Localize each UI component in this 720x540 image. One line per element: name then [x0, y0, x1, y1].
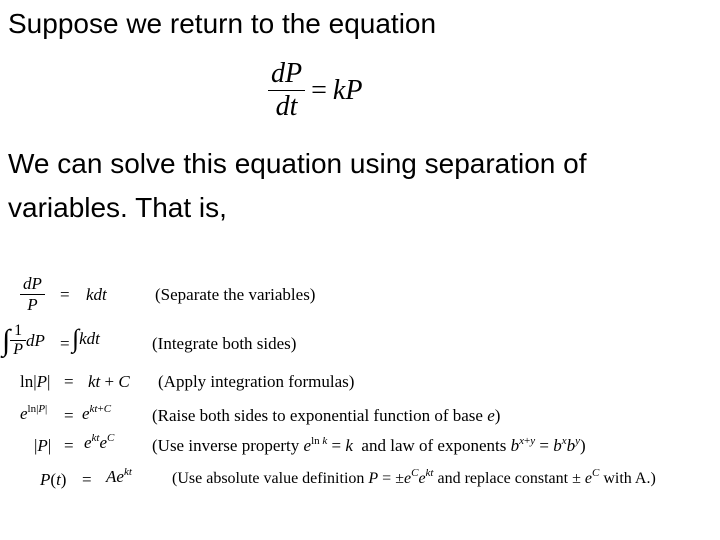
step-5-note-close: ) [579, 436, 586, 455]
step-5-lhs: |P| [34, 436, 52, 455]
step-1-rhs: kdt [86, 285, 107, 304]
main-equation-denominator: dt [275, 91, 298, 122]
step-3-equals: = [64, 372, 74, 391]
step-6-rhs: $Ae^{kt}$ [106, 466, 132, 486]
step-4-note-base: e [487, 406, 495, 425]
step-4-note-text: (Raise both sides to exponential function of base [152, 406, 488, 425]
intro-text: Suppose we return to the equation [8, 8, 437, 39]
main-equation [268, 58, 362, 123]
step-3-rhs: kt + C [88, 372, 130, 391]
step-6-note-with: with [603, 470, 632, 487]
main-equation-numerator: dP [271, 58, 303, 89]
paragraph-line-2: variables. That is, [8, 192, 227, 223]
step-6-note-replace: and replace constant [437, 470, 569, 487]
step-6-lhs: P(t) [40, 470, 67, 489]
main-equation-equals: = [311, 74, 327, 106]
step-2-equals: = [60, 334, 70, 353]
step-6-note: (Use absolute value definition $P = \pm e^Ce^{kt}$ and replace constant ± $e^C$ with A.) [172, 467, 656, 487]
paragraph-line-1: We can solve this equation using separation of [8, 148, 587, 179]
main-equation-rhs: kP [332, 74, 363, 106]
step-4-rhs: $e^{kt+C}$ [82, 403, 112, 423]
main-equation-fraction [268, 58, 305, 123]
step-5-rhs: $e^{kt}e^C$ [84, 432, 115, 452]
step-4-equals: = [64, 406, 74, 425]
step-6-equals: = [82, 470, 92, 489]
step-4-note [152, 406, 500, 426]
step-2-note: (Integrate both sides) [152, 334, 297, 353]
step-5-note-law: and law of exponents [361, 436, 507, 455]
step-1-lhs: $\frac{dP}{P}$ [20, 274, 45, 315]
step-1-note: (Separate the variables) [155, 285, 316, 304]
step-5-note: (Use inverse property $e^{ln k} = k$ and law of exponents $b^{x+y} = b^xb^y$) [152, 435, 586, 455]
step-6-note-text: (Use absolute value definition [172, 470, 365, 487]
step-5-equals: = [64, 436, 74, 455]
step-4-lhs: $e^{ln|P|}$ [20, 403, 48, 423]
step-2-rhs: ∫ kdt [72, 324, 100, 353]
step-5-note-text: (Use inverse property [152, 436, 304, 455]
step-4-note-close: ) [494, 406, 501, 425]
step-3-note: (Apply integration formulas) [158, 372, 355, 391]
step-3-lhs: ln|P| [20, 372, 51, 391]
step-2-lhs: ∫ $\frac{1}{P}$ dP [2, 322, 45, 358]
step-1-equals: = [60, 285, 70, 304]
step-6-note-close: A.) [634, 470, 656, 487]
